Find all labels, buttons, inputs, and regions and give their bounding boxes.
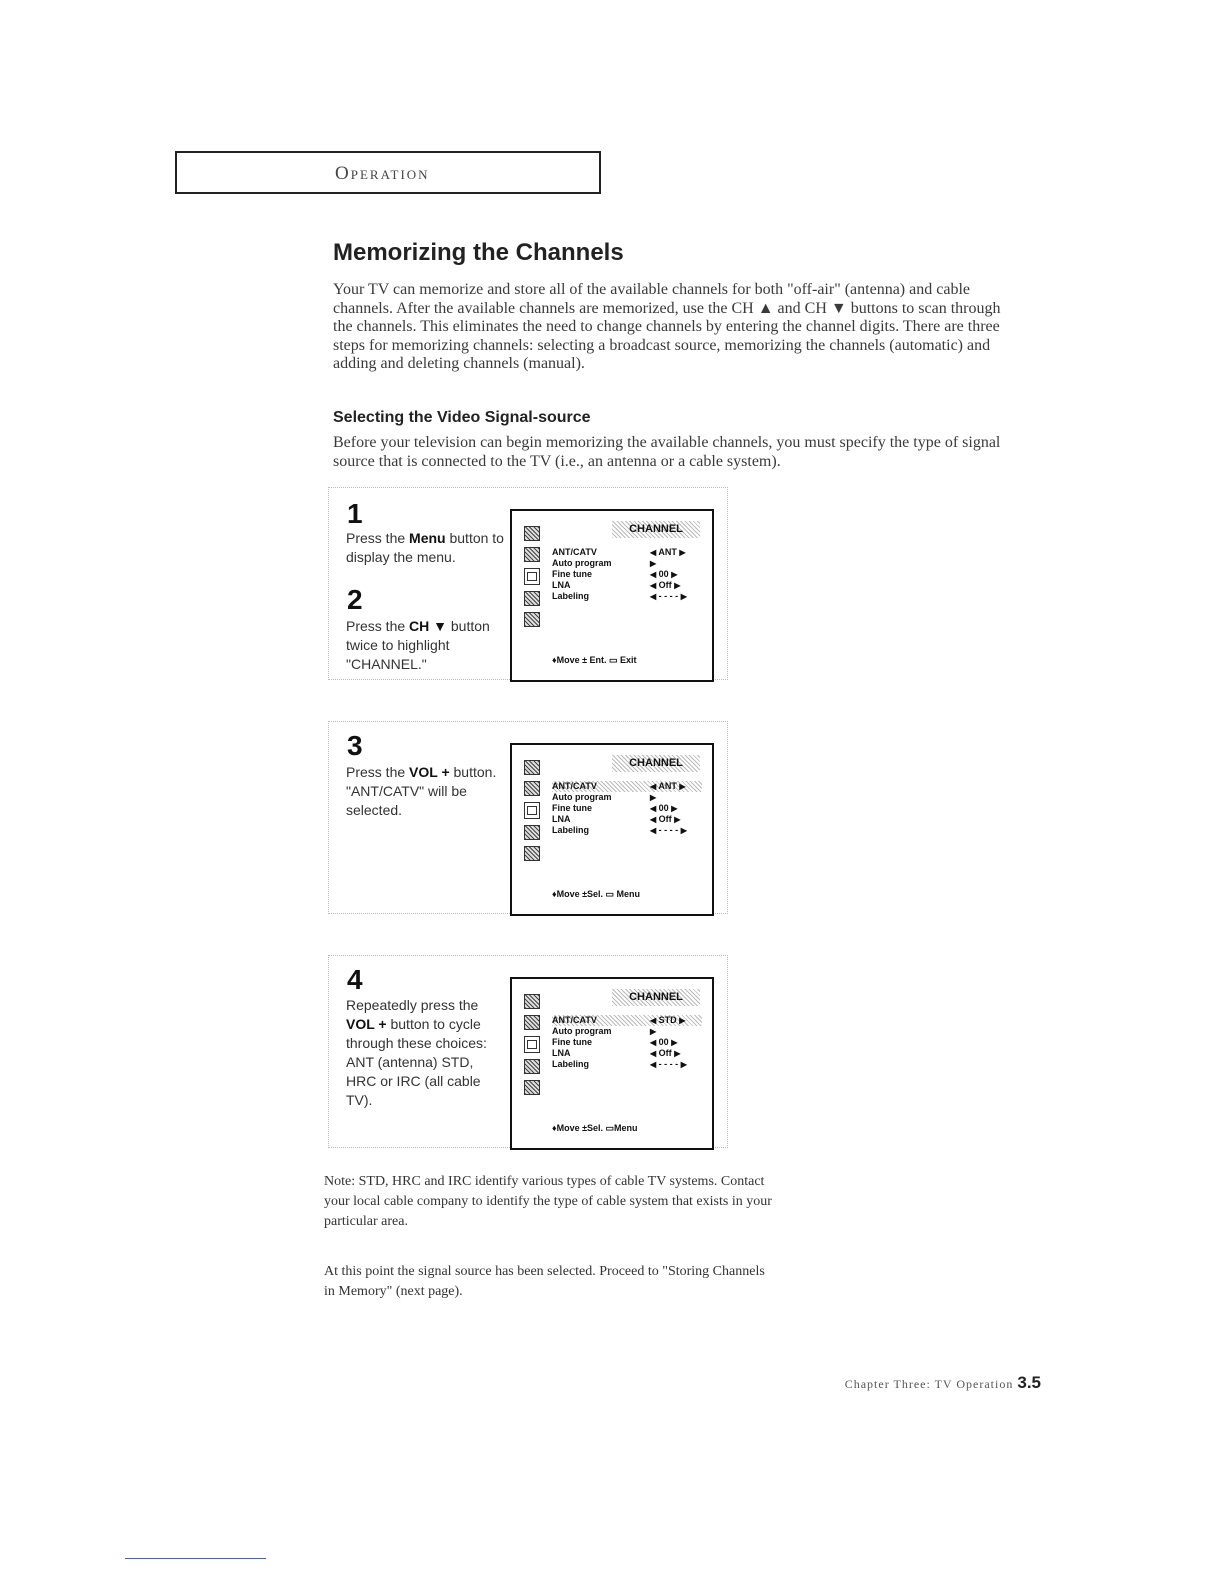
- left-arrow-icon: ◀: [650, 548, 657, 557]
- conclusion-paragraph: At this point the signal source has been selected. Proceed to "Storing Channels in Memory" (next page).: [324, 1264, 765, 1299]
- step-number: 3: [347, 730, 363, 761]
- section-subtitle: Selecting the Video Signal-source: [333, 409, 591, 426]
- right-arrow-icon: ▶: [674, 1049, 681, 1058]
- step-text-post: button twice to highlight "CHANNEL.": [346, 618, 490, 672]
- menu-footer: ♦Move ±Sel. ▭Menu: [552, 1123, 638, 1133]
- menu-title: CHANNEL: [612, 755, 700, 772]
- tv-menu-screen: [510, 743, 714, 916]
- right-arrow-icon: ▶: [679, 548, 686, 557]
- row-value: 00: [658, 569, 669, 579]
- row-value: 00: [658, 803, 669, 813]
- row-label: Labeling: [552, 1059, 590, 1069]
- left-arrow-icon: ◀: [650, 826, 657, 835]
- step-instruction: [346, 529, 506, 567]
- menu-rows: [552, 1015, 702, 1070]
- left-arrow-icon: ◀: [650, 804, 657, 813]
- row-value: Off: [658, 580, 672, 590]
- button-name: VOL +: [409, 764, 450, 780]
- left-arrow-icon: ◀: [650, 1049, 657, 1058]
- menu-row: [552, 558, 702, 569]
- right-arrow-icon: ▶: [650, 1027, 657, 1036]
- menu-footer: ♦Move ±Sel. ▭ Menu: [552, 889, 641, 899]
- menu-title: CHANNEL: [612, 989, 700, 1006]
- left-arrow-icon: ◀: [650, 570, 657, 579]
- right-arrow-icon: ▶: [679, 1016, 686, 1025]
- step-text-pre: Repeatedly press the: [346, 997, 479, 1013]
- intro-paragraph: Your TV can memorize and store all of the available channels for both "off-air" (antenna) and cable channels. After the available channels are memorized, use the CH ▲ and CH ▼ buttons to scan through the channels. This eliminates the need to change channels by entering the channel digits. There are three steps for memorizing channels: selecting a broadcast source, memorizing the channels (automatic) and adding and deleting channels (manual).: [333, 281, 1001, 372]
- step-number: 1: [347, 498, 363, 529]
- step-text-post: button. "ANT/CATV" will be selected.: [346, 764, 497, 818]
- row-value: - - - -: [658, 825, 679, 835]
- step-text-pre: Press the: [346, 530, 410, 546]
- right-arrow-icon: ▶: [679, 782, 686, 791]
- step-text-post: button to cycle through these choices: ANT (antenna) STD, HRC or IRC (all cable TV).: [346, 1016, 487, 1108]
- menu-row: [552, 569, 702, 580]
- setup-icon: [524, 1080, 540, 1095]
- menu-row: [552, 580, 702, 591]
- menu-icon-column: [524, 760, 540, 867]
- step-instruction: [346, 617, 506, 674]
- sound-icon: [524, 1015, 540, 1030]
- function-icon: [524, 1059, 540, 1074]
- left-arrow-icon: ◀: [650, 592, 657, 601]
- menu-row: [552, 547, 702, 558]
- left-arrow-icon: ◀: [650, 1038, 657, 1047]
- step-block-1: [328, 487, 728, 680]
- picture-icon: [524, 526, 540, 541]
- button-name: VOL +: [346, 1016, 387, 1032]
- section-label: Operation: [335, 163, 430, 184]
- row-label: ANT/CATV: [552, 547, 597, 557]
- right-arrow-icon: ▶: [680, 826, 687, 835]
- right-arrow-icon: ▶: [680, 1060, 687, 1069]
- setup-icon: [524, 612, 540, 627]
- note-paragraph: Note: STD, HRC and IRC identify various types of cable TV systems. Contact your local cable company to identify the type of cable system that exists in your particular area.: [324, 1174, 772, 1229]
- step-number: 2: [347, 584, 363, 615]
- right-arrow-icon: ▶: [671, 570, 678, 579]
- row-label: LNA: [552, 814, 571, 824]
- row-label: Auto program: [552, 1026, 612, 1036]
- step-text-pre: Press the: [346, 764, 410, 780]
- menu-row: [552, 591, 702, 602]
- channel-icon: [524, 568, 540, 585]
- function-icon: [524, 591, 540, 606]
- step-text-post: button to display the menu.: [346, 530, 504, 565]
- sound-icon: [524, 781, 540, 796]
- step-number: 4: [347, 964, 363, 995]
- right-arrow-icon: ▶: [650, 559, 657, 568]
- step-block-4: [328, 955, 728, 1148]
- picture-icon: [524, 760, 540, 775]
- menu-row-highlighted: [552, 1015, 702, 1026]
- row-label: Auto program: [552, 792, 612, 802]
- page-title: Memorizing the Channels: [333, 239, 624, 266]
- menu-row: [552, 803, 702, 814]
- menu-rows: [552, 547, 702, 602]
- menu-row: [552, 814, 702, 825]
- picture-icon: [524, 994, 540, 1009]
- left-arrow-icon: ◀: [650, 782, 657, 791]
- tv-menu-screen: [510, 977, 714, 1150]
- row-label: Fine tune: [552, 1037, 592, 1047]
- left-arrow-icon: ◀: [650, 815, 657, 824]
- row-label: Labeling: [552, 591, 590, 601]
- page-footer: [845, 1373, 1041, 1393]
- right-arrow-icon: ▶: [674, 815, 681, 824]
- row-value: ANT: [658, 781, 677, 791]
- row-value: ANT: [658, 547, 677, 557]
- right-arrow-icon: ▶: [674, 581, 681, 590]
- row-value: - - - -: [658, 1059, 679, 1069]
- row-value: STD: [658, 1015, 677, 1025]
- page-number: 3.5: [1017, 1373, 1041, 1392]
- row-label: Fine tune: [552, 569, 592, 579]
- left-arrow-icon: ◀: [650, 581, 657, 590]
- step-instruction: [346, 763, 506, 820]
- menu-title: CHANNEL: [612, 521, 700, 538]
- tv-menu-screen: [510, 509, 714, 682]
- row-label: Labeling: [552, 825, 590, 835]
- row-label: ANT/CATV: [552, 781, 597, 791]
- row-label: Auto program: [552, 558, 612, 568]
- button-name: CH ▼: [409, 618, 447, 634]
- subintro-paragraph: Before your television can begin memorizing the available channels, you must specify the type of signal source that is connected to the TV (i.e., an antenna or a cable system).: [333, 434, 1001, 470]
- button-name: Menu: [409, 530, 446, 546]
- menu-row: [552, 1037, 702, 1048]
- step-block-3: [328, 721, 728, 914]
- bottom-divider: [125, 1558, 266, 1559]
- right-arrow-icon: ▶: [671, 804, 678, 813]
- row-label: ANT/CATV: [552, 1015, 597, 1025]
- function-icon: [524, 825, 540, 840]
- menu-rows: [552, 781, 702, 836]
- menu-row-highlighted: [552, 781, 702, 792]
- menu-icon-column: [524, 526, 540, 633]
- row-label: LNA: [552, 580, 571, 590]
- menu-icon-column: [524, 994, 540, 1101]
- row-label: LNA: [552, 1048, 571, 1058]
- right-arrow-icon: ▶: [650, 793, 657, 802]
- row-value: - - - -: [658, 591, 679, 601]
- chapter-label: Chapter Three: TV Operation: [844, 1377, 1014, 1391]
- step-text-pre: Press the: [346, 618, 410, 634]
- sound-icon: [524, 547, 540, 562]
- menu-row: [552, 792, 702, 803]
- menu-row: [552, 1026, 702, 1037]
- right-arrow-icon: ▶: [680, 592, 687, 601]
- row-value: Off: [658, 1048, 672, 1058]
- menu-footer: ♦Move ± Ent. ▭ Exit: [552, 655, 637, 665]
- step-instruction: [346, 996, 506, 1110]
- channel-icon: [524, 1036, 540, 1053]
- row-value: Off: [658, 814, 672, 824]
- menu-row: [552, 1059, 702, 1070]
- row-label: Fine tune: [552, 803, 592, 813]
- row-value: 00: [658, 1037, 669, 1047]
- right-arrow-icon: ▶: [671, 1038, 678, 1047]
- left-arrow-icon: ◀: [650, 1060, 657, 1069]
- menu-row: [552, 1048, 702, 1059]
- setup-icon: [524, 846, 540, 861]
- section-header: [175, 151, 601, 194]
- menu-row: [552, 825, 702, 836]
- left-arrow-icon: ◀: [650, 1016, 657, 1025]
- channel-icon: [524, 802, 540, 819]
